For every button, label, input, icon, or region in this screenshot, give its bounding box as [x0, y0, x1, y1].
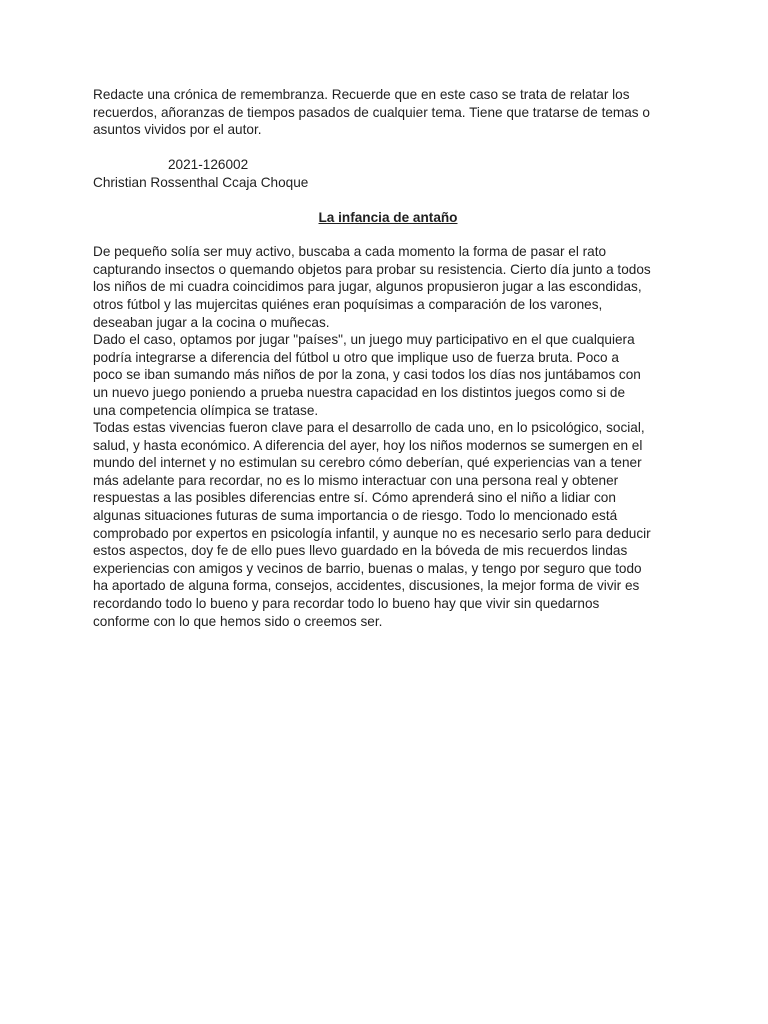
paragraph-line: capturando insectos o quemando objetos para probar su resistencia. Cierto día junto a todos: [93, 261, 651, 277]
student-code: 2021-126002: [168, 157, 249, 173]
paragraph-line: Todas estas vivencias fueron clave para el desarrollo de cada uno, en lo psicológico, social,: [93, 420, 645, 436]
paragraph-line: algunas situaciones futuras de suma importancia o de riesgo. Todo lo mencionado está: [93, 508, 618, 524]
paragraph-line: De pequeño solía ser muy activo, buscaba a cada momento la forma de pasar el rato: [93, 244, 607, 260]
document-page: [93, 86, 683, 630]
paragraph-line: los niños de mi cuadra coincidimos para jugar, algunos propusieron jugar a las escondidas,: [93, 279, 642, 295]
paragraph-line: deseaban jugar a la cocina o muñecas.: [93, 314, 330, 330]
paragraph-2: [93, 331, 683, 419]
paragraph-line: respuestas a las posibles diferencias entre sí. Cómo aprenderá sino el niño a lidiar con: [93, 490, 616, 506]
paragraph-line: otros fútbol y las mujercitas quiénes eran poquísimas a comparación de los varones,: [93, 296, 603, 312]
paragraph-line: ha aportado de alguna forma, consejos, accidentes, discusiones, la mejor forma de vivir es: [93, 578, 640, 594]
paragraph-line: estos aspectos, doy fe de ello pues llevo guardado en la bóveda de mis recuerdos lindas: [93, 543, 628, 559]
paragraph-line: poco se iban sumando más niños de por la zona, y casi todos los días nos juntábamos con: [93, 367, 641, 383]
paragraph-line: salud, y hasta económico. A diferencia del ayer, hoy los niños modernos se sumergen en el: [93, 437, 643, 453]
instructions-line: Redacte una crónica de remembranza. Recuerde que en este caso se trata de relatar los: [93, 87, 630, 102]
paragraph-3: [93, 419, 683, 630]
instructions-line: asuntos vividos por el autor.: [93, 122, 262, 138]
paragraph-line: mundo del internet y no estimulan su cerebro cómo deberían, qué experiencias van a tener: [93, 455, 642, 471]
paragraph-line: podría integrarse a diferencia del fútbol u otro que implique uso de fuerza bruta. Poco a: [93, 349, 619, 365]
assignment-instructions: [93, 86, 683, 139]
paragraph-1: [93, 243, 683, 331]
paragraph-line: una competencia olímpica se tratase.: [93, 402, 319, 418]
paragraph-line: experiencias con amigos y vecinos de barrio, buenas o malas, y tengo por seguro que todo: [93, 560, 642, 576]
paragraph-line: conforme con lo que hemos sido o creemos ser.: [93, 613, 383, 629]
paragraph-line: comprobado por expertos en psicología infantil, y aunque no es necesario serlo para deducir: [93, 525, 651, 541]
paragraph-line: más adelante para recordar, no es lo mismo interactuar con una persona real y obtener: [93, 472, 619, 488]
document-title: La infancia de antaño: [318, 209, 458, 225]
instructions-line: recuerdos, añoranzas de tiempos pasados de cualquier tema. Tiene que tratarse de temas o: [93, 104, 650, 120]
paragraph-line: Dado el caso, optamos por jugar "países", un juego muy participativo en el que cualquiera: [93, 332, 635, 348]
paragraph-line: recordando todo lo bueno y para recordar todo lo bueno hay que vivir sin quedarnos: [93, 596, 600, 612]
paragraph-line: un nuevo juego poniendo a prueba nuestra capacidad en los distintos juegos como si de: [93, 384, 626, 400]
author-name: Christian Rossenthal Ccaja Choque: [93, 174, 309, 190]
